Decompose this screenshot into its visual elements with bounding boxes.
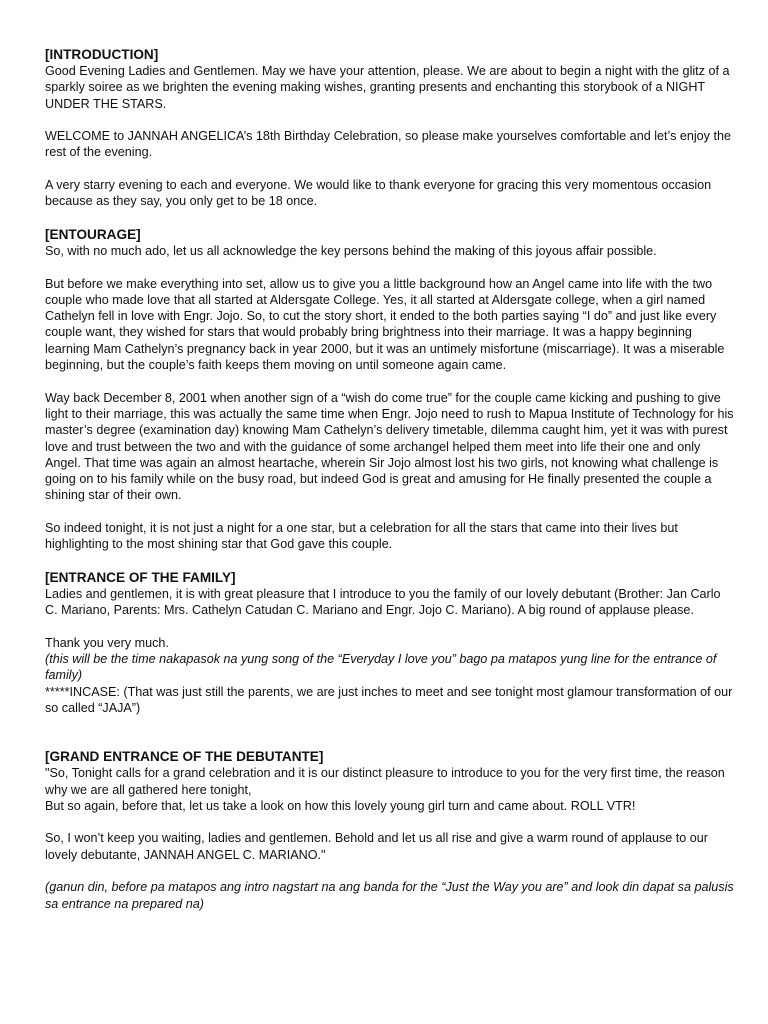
paragraph: But before we make everything into set, allow us to give you a little background how an Angel came into life with the two couple who made love that all started at Aldersgate College. Yes, it all started at Aldersgate college, when a girl named Cathelyn fell in love with Engr. Jojo. So, to cut the story short, it ended to the both parties saying “I do” and just like every couple want, they wished for stars that would probably bring brightness into their marriage. It was a happy beginning learning Mam Cathelyn’s pregnancy back in year 2000, but it was an untimely misfortune (miscarriage). It was a miserable beginning, but the couple’s faith keeps them moving on until someone again came. bbox=[45, 276, 725, 373]
section-heading: [INTRODUCTION] bbox=[45, 47, 159, 62]
section-entrance-of-family bbox=[45, 569, 735, 716]
paragraph: Way back December 8, 2001 when another sign of a “wish do come true” for the couple came kicking and pushing to give light to their marriage, this was actually the same time when Engr. Jojo need to rush to Mapua Institute of Technology for his master’s degree (examination day) knowing Mam Cathelyn’s delivery timetable, dilemma caught him, yet it was with purest love and trust between the two and with the guidance of some archangel helped them meet into life their one and only Angel. That time was again an almost heartache, wherein Sir Jojo almost lost his two girls, not knowing what challenge is going on to his family while on the busy road, but indeed God is great and amusing for He finally presented the couple a shining star of their own. bbox=[45, 390, 734, 503]
stage-note: (this will be the time nakapasok na yung song of the “Everyday I love you” bago pa matapos yung line for the entrance of family) bbox=[45, 652, 717, 683]
incase-note: *****INCASE: (That was just still the parents, we are just inches to meet and see tonight most glamour transformation of our so called “JAJA”) bbox=[45, 684, 733, 715]
paragraph: WELCOME to JANNAH ANGELICA’s 18th Birthday Celebration, so please make yourselves comfortable and let’s enjoy the rest of the evening. bbox=[45, 129, 731, 160]
spacer bbox=[45, 732, 735, 748]
paragraph: Good Evening Ladies and Gentlemen. May we have your attention, please. We are about to begin a night with the glitz of a sparkly soiree as we brighten the evening making wishes, granting presents and enchanting this storybook of a NIGHT UNDER THE STARS. bbox=[45, 64, 730, 111]
paragraph: So indeed tonight, it is not just a night for a one star, but a celebration for all the stars that came into their lives but highlighting to the most shining star that God gave this couple. bbox=[45, 521, 678, 552]
paragraph: A very starry evening to each and everyone. We would like to thank everyone for gracing this very momentous occasion because as they say, you only get to be 18 once. bbox=[45, 178, 712, 209]
stage-note: (ganun din, before pa matapos ang intro nagstart na ang banda for the “Just the Way you are” and look din dapat sa palusis sa entrance na prepared na) bbox=[45, 880, 734, 911]
section-heading: [ENTRANCE OF THE FAMILY] bbox=[45, 569, 236, 585]
paragraph: So, with no much ado, let us all acknowledge the key persons behind the making of this joyous affair possible. bbox=[45, 243, 657, 258]
paragraph: So, I won’t keep you waiting, ladies and gentlemen. Behold and let us all rise and give a warm round of applause to our lovely debutante, JANNAH ANGEL C. MARIANO." bbox=[45, 831, 708, 862]
spacer bbox=[45, 716, 735, 732]
paragraph: Ladies and gentlemen, it is with great pleasure that I introduce to you the family of our lovely debutant (Brother: Jan Carlo C. Mariano, Parents: Mrs. Cathelyn Catudan C. Mariano and Engr. Jojo C. Mariano). A big round of applause please. bbox=[45, 586, 721, 618]
section-grand-entrance bbox=[45, 748, 735, 912]
paragraph: But so again, before that, let us take a look on how this lovely young girl turn and came about. ROLL VTR! bbox=[45, 798, 636, 813]
section-introduction bbox=[45, 46, 735, 210]
section-entourage bbox=[45, 226, 735, 553]
document-body bbox=[45, 46, 735, 912]
paragraph: Thank you very much. bbox=[45, 635, 169, 650]
paragraph: "So, Tonight calls for a grand celebration and it is our distinct pleasure to introduce to you for the very first time, the reason why we are all gathered here tonight, bbox=[45, 766, 725, 797]
section-heading: [ENTOURAGE] bbox=[45, 226, 141, 242]
section-heading: [GRAND ENTRANCE OF THE DEBUTANTE] bbox=[45, 749, 324, 765]
